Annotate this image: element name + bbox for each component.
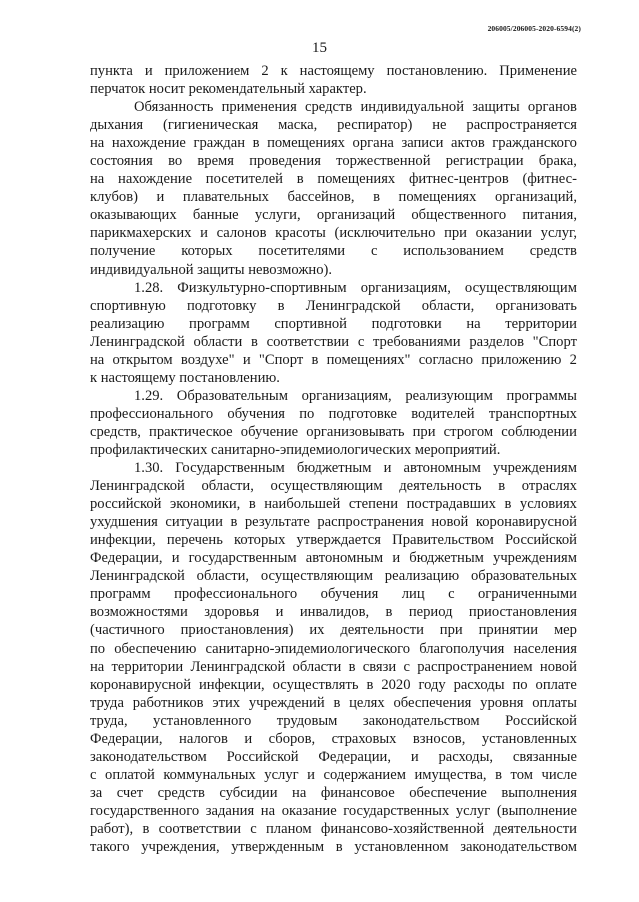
text-line: профилактических санитарно-эпидемиологических мероприятий. [90, 441, 501, 458]
text-line: на нахождение граждан в помещениях органа записи актов гражданского [90, 135, 577, 152]
text-line: Федерации, и государственным автономным и бюджетным учреждениям [90, 550, 577, 567]
text-line: возможностями здоровья и инвалидов, в период приостановления [90, 604, 577, 621]
text-line: пункта и приложением 2 к настоящему постановлению. Применение [90, 63, 577, 79]
text-line: государственного задания на оказание государственных услуг (выполнение [90, 802, 577, 819]
text-line: программ профессионального обучения лиц с ограниченными [90, 586, 577, 603]
text-line: по обеспечению санитарно-эпидемиологического благополучия населения [90, 640, 577, 657]
text-line: парикмахерских и салонов красоты (исключительно при оказании услуг, [90, 225, 577, 242]
paragraph [90, 459, 577, 856]
text-line: оказывающих банные услуги, организаций общественного питания, [90, 207, 577, 224]
paragraph [90, 279, 577, 387]
text-line: перчаток носит рекомендательный характер. [90, 81, 367, 98]
text-line: 1.28. Физкультурно-спортивным организациям, осуществляющим [134, 279, 577, 296]
text-line: клубов) и плавательных бассейнов, в помещениях организаций, [90, 189, 577, 206]
text-line: к настоящему постановлению. [90, 369, 280, 386]
paragraph [90, 62, 577, 98]
text-line: российской экономики, в наибольшей степени пострадавших в условиях [90, 496, 577, 513]
text-line: труда, установленного трудовым законодательством Российской [90, 712, 577, 729]
text-line: Ленинградской области, осуществляющим деятельность в отраслях [90, 478, 577, 495]
paragraph [90, 98, 577, 278]
text-line: за счет средств субсидии на финансовое обеспечение выполнения [90, 784, 577, 801]
text-line: состояния во время проведения торжественной регистрации брака, [90, 153, 577, 170]
text-line: законодательством Российской Федерации, и расходы, связанные [90, 748, 577, 765]
text-line: Федерации, налогов и сборов, страховых взносов, установленных [90, 730, 577, 747]
text-line: на территории Ленинградской области в связи с распространением новой [90, 658, 577, 675]
text-line: спортивную подготовку в Ленинградской области, организовать [90, 297, 577, 314]
text-line: на открытом воздухе" и "Спорт в помещениях" согласно приложению 2 [90, 351, 577, 368]
text-line: Ленинградской области в соответствии с требованиями разделов "Спорт [90, 333, 577, 350]
text-line: Ленинградской области, осуществляющим реализацию образовательных [90, 568, 577, 585]
text-line: коронавирусной инфекции, осуществлять в 2020 году расходы по оплате [90, 676, 577, 693]
text-line: индивидуальной защиты невозможно). [90, 261, 333, 278]
text-line: профессионального обучения по подготовке водителей транспортных [90, 405, 577, 422]
text-line: дыхания (гигиеническая маска, респиратор) не распространяется [90, 117, 577, 134]
document-id: 206005/206005-2020-6594(2) [487, 24, 581, 33]
text-line: Обязанность применения средств индивидуальной защиты органов [134, 99, 577, 116]
text-line: 1.30. Государственным бюджетным и автономным учреждениям [134, 460, 577, 477]
text-line: с оплатой коммунальных услуг и содержанием имущества, в том числе [90, 766, 577, 783]
text-line: инфекции, перечень которых утверждается Правительством Российской [90, 532, 577, 549]
document-body [90, 62, 577, 856]
text-line: 1.29. Образовательным организациям, реализующим программы [134, 387, 577, 404]
text-line: средств, практическое обучение организовывать при строгом соблюдении [90, 423, 577, 440]
text-line: ухудшения ситуации в результате распространения новой коронавирусной [90, 514, 577, 531]
text-line: работ), в соответствии с планом финансово-хозяйственной деятельности [90, 820, 577, 837]
text-line: реализацию программ спортивной подготовки на территории [90, 315, 577, 332]
paragraph [90, 387, 577, 459]
text-line: труда работников этих учреждений в целях обеспечения уровня оплаты [90, 694, 577, 711]
text-line: (частичного приостановления) их деятельности при принятии мер [90, 622, 577, 639]
text-line: на нахождение посетителей в помещениях фитнес-центров (фитнес- [90, 171, 577, 188]
page-number: 15 [312, 40, 327, 56]
text-line: получение которых посетителями с использованием средств [90, 243, 577, 260]
text-line: такого учреждения, утвержденным в установленном законодательством [90, 839, 577, 856]
